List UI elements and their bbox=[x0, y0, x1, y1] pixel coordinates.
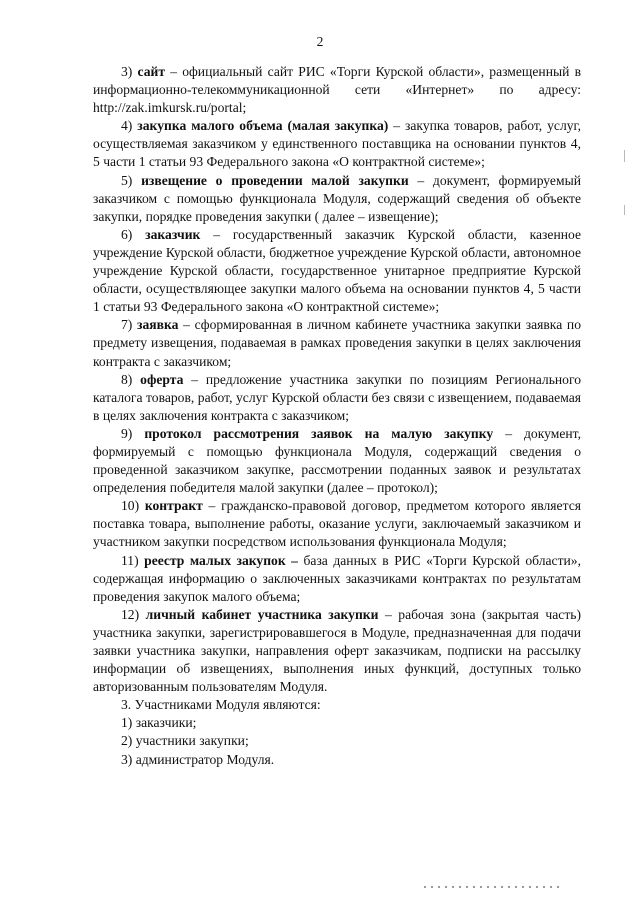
item-number: 12) bbox=[121, 606, 140, 622]
definition-item bbox=[93, 497, 581, 551]
definition-text: – закупка товаров, работ, услуг, осуществляемая заказчиком у единственного поставщика на основании пунктов 4, 5 части 1 статьи 93 Федерального закона «О контрактной системе»; bbox=[93, 118, 581, 170]
defined-term: оферта bbox=[140, 371, 184, 387]
participant-list-item: 1) заказчики; bbox=[121, 715, 197, 731]
definition-item bbox=[93, 63, 581, 117]
definition-item bbox=[93, 172, 581, 226]
definition-item bbox=[93, 117, 581, 171]
defined-term: заказчик bbox=[145, 226, 201, 242]
defined-term: реестр малых закупок – bbox=[144, 552, 298, 568]
definition-text: – сформированная в личном кабинете участника закупки заявка по предмету извещения, подаваемая в рамках проведения закупки в целях заключения контракта с заказчиком; bbox=[93, 317, 581, 369]
definition-text: – рабочая зона (закрытая часть) участника закупки, зарегистрировавшегося в Модуле, предназначенная для подачи заявки участника закупки, направления оферт заказчикам, подписки на рассылку информации об извещениях, выполнения иных функций, доступных только авторизованным пользователям Модуля. bbox=[93, 606, 581, 695]
definition-item bbox=[93, 606, 581, 696]
definition-text: – предложение участника закупки по позициям Регионального каталога товаров, работ, услуг Курской области без связи с извещением, подаваемая в целях заключения контракта с заказчиком; bbox=[93, 371, 581, 423]
item-number: 5) bbox=[121, 172, 133, 188]
defined-term: закупка малого объема (малая закупка) bbox=[137, 118, 389, 134]
scan-footer-dots bbox=[424, 886, 559, 888]
definition-item bbox=[93, 552, 581, 606]
definition-text: – документ, формируемый заказчиком с помощью функционала Модуля, содержащий сведения об объекте закупки, порядке проведения закупки ( далее – извещение); bbox=[93, 172, 581, 224]
defined-term: заявка bbox=[137, 317, 179, 333]
item-number: 11) bbox=[121, 552, 139, 568]
page-number: 2 bbox=[316, 34, 324, 49]
definition-text: база данных в РИС «Торги Курской области», содержащая информацию о заключенных заказчиками контрактах по результатам проведения закупок малого объема; bbox=[93, 552, 581, 604]
definition-text: – официальный сайт РИС «Торги Курской области», размещенный в информационно-телекоммуникационной сети «Интернет» по адресу: http://zak.imkursk.ru/portal; bbox=[93, 64, 581, 116]
item-number: 7) bbox=[121, 317, 133, 333]
defined-term: личный кабинет участника закупки bbox=[145, 606, 379, 622]
defined-term: извещение о проведении малой закупки bbox=[141, 172, 409, 188]
definition-text: – документ, формируемый с помощью функционала Модуля, содержащий сведения о проведенной заказчиком закупке, рассмотрении поданных заявок и результатах определения победителя малой закупки (далее – протокол); bbox=[93, 425, 581, 496]
scan-margin-mark bbox=[624, 150, 625, 162]
section-heading: 3. Участниками Модуля являются: bbox=[121, 697, 321, 713]
participant-list-item: 2) участники закупки; bbox=[121, 733, 249, 749]
item-number: 9) bbox=[121, 425, 133, 441]
defined-term: сайт bbox=[137, 64, 166, 79]
definition-text: – гражданско-правовой договор, предметом которого является поставка товара, выполнение работы, оказание услуги, заключаемый заказчиком и участником закупки посредством использования функционала Модуля; bbox=[93, 498, 581, 550]
participant-list-item: 3) администратор Модуля. bbox=[121, 751, 275, 767]
defined-term: протокол рассмотрения заявок на малую закупку bbox=[144, 425, 494, 441]
item-number: 6) bbox=[121, 226, 133, 242]
item-number: 10) bbox=[121, 498, 140, 514]
document-body bbox=[93, 63, 581, 769]
defined-term: контракт bbox=[144, 498, 203, 514]
item-number: 4) bbox=[121, 118, 133, 134]
definition-text: – государственный заказчик Курской области, казенное учреждение Курской области, бюджетное учреждение Курской области, автономное учреждение Курской области, государственное унитарное предприятие Курской области, осуществляющее закупки малого объема на основании пунктов 4, 5 части 1 статьи 93 Федерального закона «О контрактной системе»; bbox=[93, 226, 581, 315]
definition-item bbox=[93, 425, 581, 497]
definition-item bbox=[93, 371, 581, 425]
scan-margin-mark bbox=[624, 205, 625, 215]
definition-item bbox=[93, 316, 581, 370]
item-number: 8) bbox=[121, 371, 133, 387]
definition-item bbox=[93, 226, 581, 316]
item-number: 3) bbox=[121, 64, 133, 79]
